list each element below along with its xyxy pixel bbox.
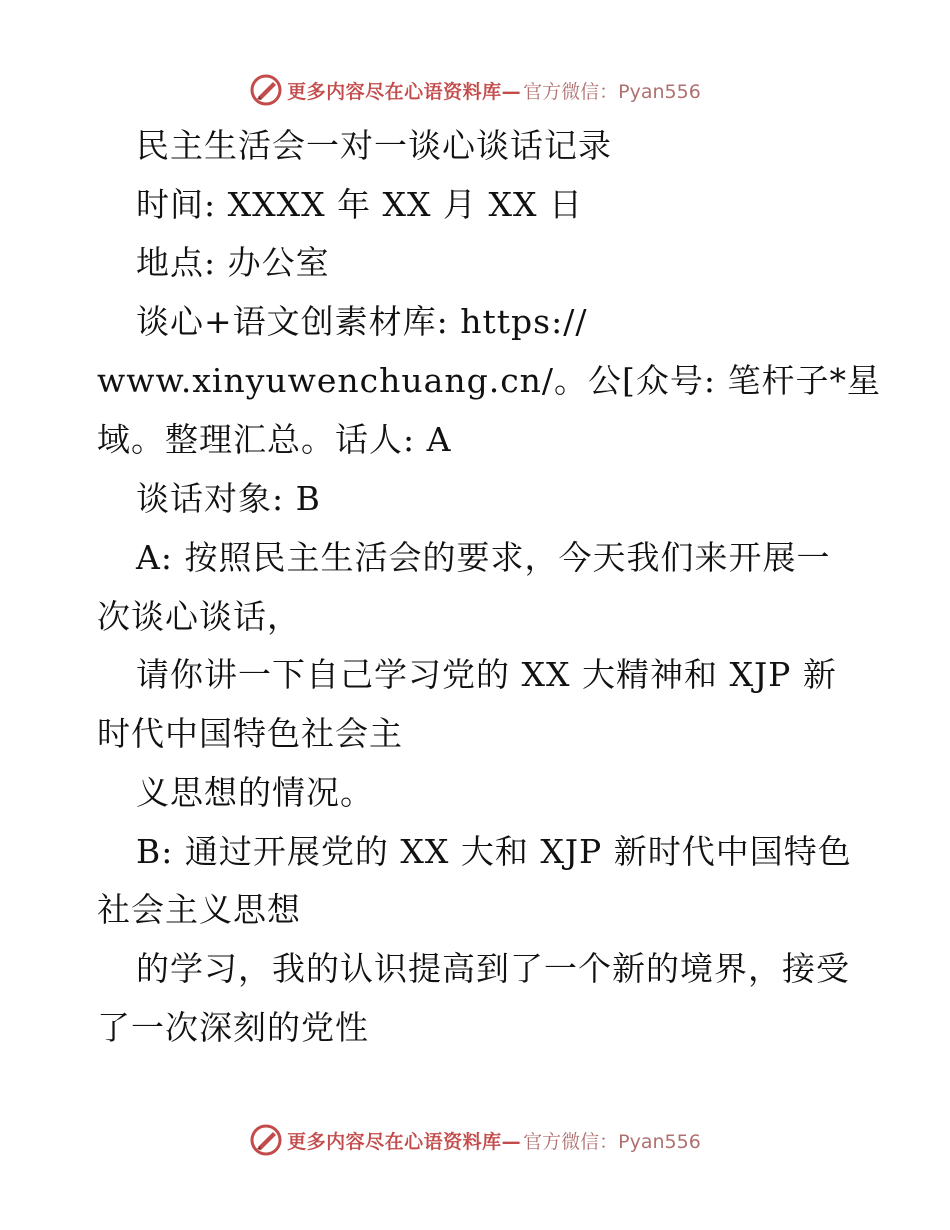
doc-line: 义思想的情况。 [136, 773, 374, 812]
logo-icon [249, 73, 283, 107]
doc-line: A: 按照民主生活会的要求，今天我们来开展一 [136, 538, 831, 577]
doc-line: 的学习，我的认识提高到了一个新的境界，接受 [136, 949, 850, 988]
doc-title: 民主生活会一对一谈心谈话记录 [136, 126, 612, 165]
doc-line: 请你讲一下自己学习党的 XX 大精神和 XJP 新 [136, 655, 837, 694]
doc-line: 社会主义思想 [97, 890, 301, 929]
footer-watermark [0, 1120, 950, 1160]
doc-line: B: 通过开展党的 XX 大和 XJP 新时代中国特色 [136, 832, 852, 871]
doc-line: 谈心+语文创素材库: https:// [136, 302, 588, 341]
doc-line: 谈话对象: B [136, 479, 321, 518]
doc-line-time: 时间: XXXX 年 XX 月 XX 日 [136, 185, 584, 224]
doc-line-location: 地点: 办公室 [136, 243, 330, 282]
doc-line: 域。整理汇总。话人: A [97, 420, 452, 459]
doc-line: 次谈心谈话， [97, 597, 301, 636]
doc-line: www.xinyuwenchuang.cn/。公[众号: 笔杆子*星 [97, 361, 882, 400]
logo-icon [249, 1123, 283, 1157]
watermark-wechat: 官方微信：Pyan556 [523, 80, 701, 103]
header-watermark [0, 70, 950, 110]
doc-line: 时代中国特色社会主 [97, 714, 403, 753]
watermark-text: 更多内容尽在心语资料库— [287, 1130, 522, 1153]
watermark-wechat: 官方微信：Pyan556 [523, 1130, 701, 1153]
doc-line: 了一次深刻的党性 [97, 1008, 369, 1047]
watermark-text: 更多内容尽在心语资料库— [287, 80, 522, 103]
